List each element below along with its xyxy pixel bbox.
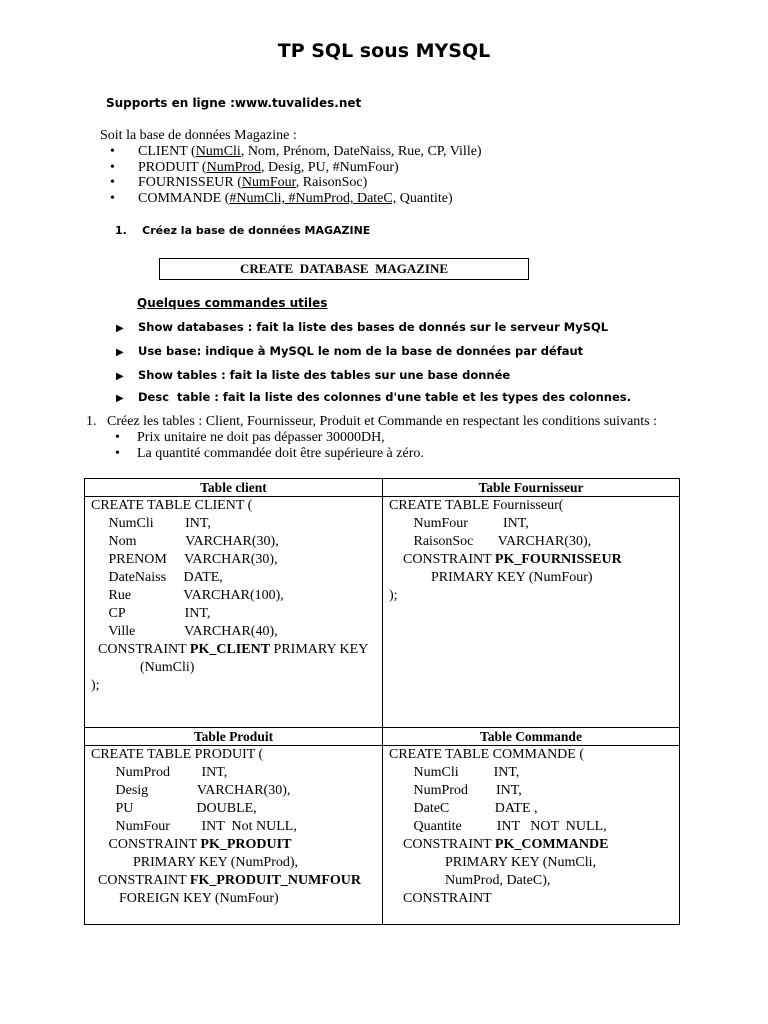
command-item: ▶ Show tables : fait la liste des tables sur une base donnée — [116, 368, 511, 382]
question-2: 1. Créez les tables : Client, Fournisseur, Produit et Commande en respectant les conditions suivants : — [86, 414, 658, 429]
table-fournisseur-code — [383, 497, 680, 728]
schema-item-produit: • PRODUIT (NumProd, Desig, PU, #NumFour) — [110, 160, 399, 175]
schema-item-fournisseur: • FOURNISSEUR (NumFour, RaisonSoc) — [110, 175, 368, 190]
commande-create-statement: CREATE TABLE COMMANDE ( NumCli INT, NumProd INT, DateC DATE , Quantite INT NOT NULL, CONSTRAINT PK_COMMANDE PRIMARY KEY (NumCli, NumProd, DateC), CONSTRAINT — [389, 747, 609, 906]
table-produit-code — [85, 746, 383, 925]
arrow-bullet-icon: ▶ — [116, 323, 124, 334]
schema-item-commande: • COMMANDE (#NumCli, #NumProd, DateC, Quantite) — [110, 191, 453, 206]
produit-create-statement: CREATE TABLE PRODUIT ( NumProd INT, Desig VARCHAR(30), PU DOUBLE, NumFour INT Not NULL, CONSTRAINT PK_PRODUIT PRIMARY KEY (NumProd), CONSTRAINT FK_PRODUIT_NUMFOUR FOREIGN KEY (NumFour) — [91, 747, 362, 906]
condition-item: • Prix unitaire ne doit pas dépasser 30000DH, — [115, 430, 385, 445]
fournisseur-create-statement: CREATE TABLE Fournisseur( NumFour INT, RaisonSoc VARCHAR(30), CONSTRAINT PK_FOURNISSEUR PRIMARY KEY (NumFour) ); — [389, 498, 622, 603]
commands-title: Quelques commandes utiles — [137, 296, 328, 310]
schema-item-client: • CLIENT (NumCli, Nom, Prénom, DateNaiss, Rue, CP, Ville) — [110, 144, 482, 159]
table-fournisseur-header: Table Fournisseur — [383, 479, 680, 497]
table-commande-header: Table Commande — [383, 728, 680, 746]
supports-line: Supports en ligne :www.tuvalides.net — [106, 96, 362, 110]
command-item: ▶ Desc table : fait la liste des colonnes d'une table et les types des colonnes. — [116, 390, 632, 404]
page-title: TP SQL sous MYSQL — [277, 40, 491, 62]
table-produit-header: Table Produit — [85, 728, 383, 746]
command-item: ▶ Use base: indique à MySQL le nom de la base de données par défaut — [116, 344, 584, 358]
question-1: 1. Créez la base de données MAGAZINE — [115, 224, 371, 237]
table-commande-code — [383, 746, 680, 925]
sql-tables-grid — [84, 478, 680, 925]
intro-text: Soit la base de données Magazine : — [100, 128, 297, 143]
table-client-code — [85, 497, 383, 728]
condition-item: • La quantité commandée doit être supérieure à zéro. — [115, 446, 424, 461]
arrow-bullet-icon: ▶ — [116, 347, 124, 358]
arrow-bullet-icon: ▶ — [116, 371, 124, 382]
client-create-statement: CREATE TABLE CLIENT ( NumCli INT, Nom VARCHAR(30), PRENOM VARCHAR(30), DateNaiss DATE, Rue VARCHAR(100), CP INT, Ville VARCHAR(40), CONSTRAINT PK_CLIENT PRIMARY KEY (NumCli) ); — [91, 498, 369, 693]
arrow-bullet-icon: ▶ — [116, 393, 124, 404]
create-database-box: CREATE DATABASE MAGAZINE — [159, 258, 529, 280]
table-client-header: Table client — [85, 479, 383, 497]
command-item: ▶ Show databases : fait la liste des bases de donnés sur le serveur MySQL — [116, 320, 609, 334]
